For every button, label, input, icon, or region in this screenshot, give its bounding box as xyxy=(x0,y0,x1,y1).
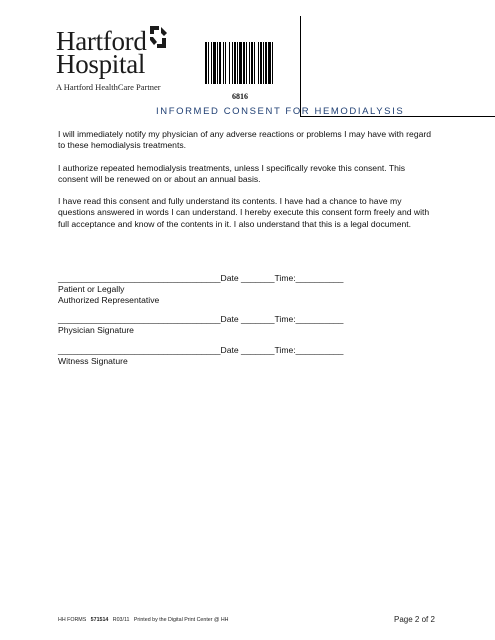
patient-signature-line[interactable]: __________________________________Date _______Time:__________ xyxy=(58,273,344,283)
hartford-logo-mark-icon xyxy=(147,24,169,50)
barcode xyxy=(205,42,299,84)
form-title: INFORMED CONSENT FOR HEMODIALYSIS xyxy=(156,106,405,117)
witness-signature-label: Witness Signature xyxy=(58,356,128,366)
hospital-logo xyxy=(56,24,206,94)
physician-signature-label: Physician Signature xyxy=(58,325,134,335)
logo-line-1: Hartford xyxy=(56,26,147,56)
consent-paragraph: I authorize repeated hemodialysis treatments, unless I specifically revoke this consent. This consent will be renewed on or about an annual basis. xyxy=(58,163,406,185)
footer-printed-by: Printed by the Digital Print Center @ HH xyxy=(133,617,229,623)
page-number: Page 2 of 2 xyxy=(394,615,435,624)
consent-paragraph: I have read this consent and fully understand its contents. I have had a chance to have my questions answered in words I can understand. I hereby execute this consent form freely and with full acceptance and know of the contents in it. I also understand that this is a legal document. xyxy=(58,196,430,229)
consent-paragraph: I will immediately notify my physician of any adverse reactions or problems I may have with regard to these hemodialysis treatments. xyxy=(58,129,432,151)
footer-revision: R03/11 xyxy=(112,617,130,623)
logo-line-2: Hospital xyxy=(56,49,146,79)
footer-form-number: 571514 xyxy=(90,617,109,623)
physician-signature-line[interactable]: __________________________________Date _______Time:__________ xyxy=(58,314,344,324)
witness-signature-line[interactable]: __________________________________Date _______Time:__________ xyxy=(58,345,344,355)
patient-signature-label: Patient or Legally xyxy=(58,284,125,294)
barcode-number: 6816 xyxy=(232,92,248,101)
logo-tagline: A Hartford HealthCare Partner xyxy=(56,82,161,92)
patient-id-box xyxy=(300,16,495,117)
patient-signature-label: Authorized Representative xyxy=(58,295,160,305)
footer-form-info xyxy=(58,617,228,623)
footer-forms: HH FORMS xyxy=(58,617,87,623)
